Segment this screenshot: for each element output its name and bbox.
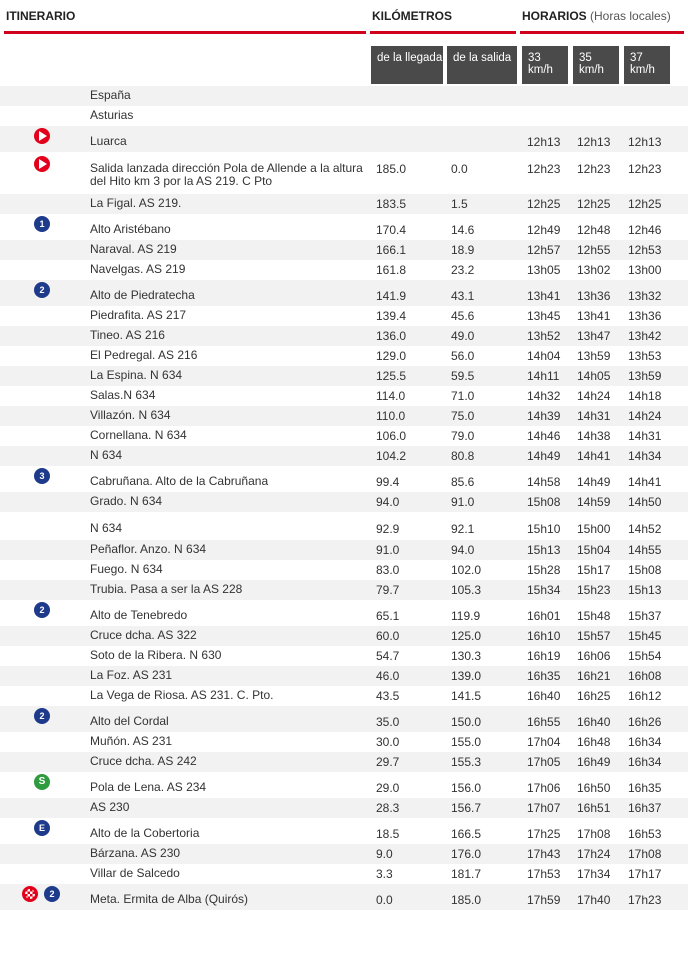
cell-time-35: 12h55 bbox=[577, 243, 611, 257]
cell-time-33: 12h57 bbox=[527, 243, 561, 257]
cell-km-salida: 91.0 bbox=[451, 495, 475, 509]
climb-cat2-icon: 2 bbox=[34, 708, 50, 724]
cell-name: Fuego. N 634 bbox=[90, 562, 163, 576]
cell-time-37: 14h41 bbox=[628, 475, 662, 489]
cell-time-33: 14h32 bbox=[527, 389, 561, 403]
cell-time-33: 12h13 bbox=[527, 135, 561, 149]
cell-time-33: 16h10 bbox=[527, 629, 561, 643]
table-row bbox=[0, 306, 688, 326]
cell-name: Salida lanzada dirección Pola de Allende a la altura del Hito km 3 por la AS 219. C Pto bbox=[90, 161, 363, 188]
table-row bbox=[0, 686, 688, 706]
table-row bbox=[0, 864, 688, 884]
cell-time-35: 16h25 bbox=[577, 689, 611, 703]
table-row bbox=[0, 386, 688, 406]
table-row bbox=[0, 126, 688, 152]
cell-time-35: 14h59 bbox=[577, 495, 611, 509]
cell-time-37: 13h59 bbox=[628, 369, 662, 383]
table-row bbox=[0, 326, 688, 346]
cell-time-35: 15h00 bbox=[577, 522, 611, 536]
cell-name: Bárzana. AS 230 bbox=[90, 846, 181, 860]
cell-km-llegada: 166.1 bbox=[376, 243, 407, 257]
cell-time-33: 12h23 bbox=[527, 162, 561, 176]
table-row bbox=[0, 706, 688, 732]
table-row bbox=[0, 152, 688, 194]
cell-km-salida: 45.6 bbox=[451, 309, 475, 323]
cell-km-llegada: 183.5 bbox=[376, 197, 407, 211]
cell-km-llegada: 9.0 bbox=[376, 847, 393, 861]
cell-km-salida: 139.0 bbox=[451, 669, 482, 683]
table-row bbox=[0, 512, 688, 540]
cell-time-33: 16h19 bbox=[527, 649, 561, 663]
cell-time-35: 17h34 bbox=[577, 867, 611, 881]
cell-time-37: 16h53 bbox=[628, 827, 662, 841]
cell-time-33: 14h39 bbox=[527, 409, 561, 423]
climb-cat3-icon: 3 bbox=[34, 468, 50, 484]
table-row bbox=[0, 492, 688, 512]
cell-time-35: 13h02 bbox=[577, 263, 611, 277]
cell-name: Tineo. AS 216 bbox=[90, 328, 165, 342]
table-row bbox=[0, 666, 688, 686]
cell-name: Piedrafita. AS 217 bbox=[90, 308, 187, 322]
cell-time-33: 13h05 bbox=[527, 263, 561, 277]
cell-km-salida: 105.3 bbox=[451, 583, 482, 597]
table-row bbox=[0, 366, 688, 386]
table-row bbox=[0, 560, 688, 580]
cell-km-salida: 130.3 bbox=[451, 649, 482, 663]
cell-km-llegada: 125.5 bbox=[376, 369, 407, 383]
cell-time-35: 16h51 bbox=[577, 801, 611, 815]
cell-time-35: 16h48 bbox=[577, 735, 611, 749]
cell-time-37: 16h08 bbox=[628, 669, 662, 683]
cell-km-salida: 176.0 bbox=[451, 847, 482, 861]
table-row bbox=[0, 818, 688, 844]
cell-time-33: 14h04 bbox=[527, 349, 561, 363]
cell-time-37: 13h36 bbox=[628, 309, 662, 323]
cell-km-salida: 75.0 bbox=[451, 409, 475, 423]
cell-name: Alto de Piedratecha bbox=[90, 288, 195, 302]
cell-km-llegada: 99.4 bbox=[376, 475, 400, 489]
col-speed-35: 35 km/h bbox=[573, 46, 619, 84]
cell-km-llegada: 106.0 bbox=[376, 429, 407, 443]
cell-km-llegada: 91.0 bbox=[376, 543, 400, 557]
table-row bbox=[0, 106, 688, 126]
cell-name: N 634 bbox=[90, 448, 123, 462]
cell-name: AS 230 bbox=[90, 800, 130, 814]
cell-km-salida: 85.6 bbox=[451, 475, 475, 489]
cell-km-salida: 80.8 bbox=[451, 449, 475, 463]
cell-name: Trubia. Pasa a ser la AS 228 bbox=[90, 582, 243, 596]
cell-km-salida: 49.0 bbox=[451, 329, 475, 343]
table-row bbox=[0, 600, 688, 626]
cell-time-33: 12h25 bbox=[527, 197, 561, 211]
cell-time-35: 12h25 bbox=[577, 197, 611, 211]
cell-km-llegada: 110.0 bbox=[376, 409, 406, 423]
cell-km-llegada: 170.4 bbox=[376, 223, 407, 237]
cell-km-salida: 185.0 bbox=[451, 893, 482, 907]
cell-name: Alto de la Cobertoria bbox=[90, 826, 200, 840]
cell-time-37: 14h34 bbox=[628, 449, 662, 463]
cell-time-33: 17h59 bbox=[527, 893, 561, 907]
start-icon bbox=[34, 128, 50, 144]
cell-km-salida: 102.0 bbox=[451, 563, 482, 577]
cell-time-35: 14h05 bbox=[577, 369, 611, 383]
cell-time-37: 15h13 bbox=[628, 583, 662, 597]
cell-time-37: 15h54 bbox=[628, 649, 662, 663]
cell-time-33: 15h08 bbox=[527, 495, 561, 509]
cell-name: Cornellana. N 634 bbox=[90, 428, 187, 442]
cell-time-37: 14h18 bbox=[628, 389, 662, 403]
cell-time-35: 14h38 bbox=[577, 429, 611, 443]
cell-km-salida: 94.0 bbox=[451, 543, 475, 557]
table-row bbox=[0, 798, 688, 818]
cell-time-35: 12h13 bbox=[577, 135, 611, 149]
cell-time-33: 14h49 bbox=[527, 449, 561, 463]
cell-km-llegada: 0.0 bbox=[376, 893, 393, 907]
cell-name: Villar de Salcedo bbox=[90, 866, 180, 880]
cell-km-llegada: 43.5 bbox=[376, 689, 400, 703]
cell-km-salida: 0.0 bbox=[451, 162, 468, 176]
cell-time-35: 12h23 bbox=[577, 162, 611, 176]
cell-time-33: 17h43 bbox=[527, 847, 561, 861]
cell-time-33: 17h04 bbox=[527, 735, 561, 749]
cell-km-salida: 125.0 bbox=[451, 629, 482, 643]
table-row bbox=[0, 240, 688, 260]
cell-time-35: 14h24 bbox=[577, 389, 611, 403]
cell-time-35: 16h21 bbox=[577, 669, 611, 683]
cell-km-salida: 150.0 bbox=[451, 715, 482, 729]
cell-time-35: 14h41 bbox=[577, 449, 611, 463]
cell-km-llegada: 29.0 bbox=[376, 781, 400, 795]
cell-time-37: 14h24 bbox=[628, 409, 662, 423]
cell-km-llegada: 139.4 bbox=[376, 309, 407, 323]
cell-km-llegada: 141.9 bbox=[376, 289, 407, 303]
climb-cat2-icon: 2 bbox=[34, 602, 50, 618]
cell-km-llegada: 185.0 bbox=[376, 162, 407, 176]
cell-time-35: 15h23 bbox=[577, 583, 611, 597]
cell-km-llegada: 161.8 bbox=[376, 263, 407, 277]
table-header bbox=[0, 0, 688, 40]
cell-name: Salas.N 634 bbox=[90, 388, 156, 402]
cell-name: Peñaflor. Anzo. N 634 bbox=[90, 542, 207, 556]
cell-name: España bbox=[90, 88, 131, 102]
col-speed-33: 33 km/h bbox=[522, 46, 568, 84]
cell-km-salida: 156.7 bbox=[451, 801, 482, 815]
cell-time-35: 15h17 bbox=[577, 563, 611, 577]
cell-time-33: 17h07 bbox=[527, 801, 561, 815]
cell-km-llegada: 79.7 bbox=[376, 583, 400, 597]
table-row bbox=[0, 214, 688, 240]
cell-km-llegada: 29.7 bbox=[376, 755, 400, 769]
cell-time-35: 15h57 bbox=[577, 629, 611, 643]
col-speed-37: 37 km/h bbox=[624, 46, 670, 84]
cell-time-37: 16h26 bbox=[628, 715, 662, 729]
cell-km-salida: 155.3 bbox=[451, 755, 482, 769]
cell-time-35: 13h41 bbox=[577, 309, 611, 323]
cell-km-llegada: 60.0 bbox=[376, 629, 400, 643]
cell-km-salida: 155.0 bbox=[451, 735, 482, 749]
table-row bbox=[0, 844, 688, 864]
cell-time-33: 14h46 bbox=[527, 429, 561, 443]
cell-name: La Figal. AS 219. bbox=[90, 196, 182, 210]
col-km-llegada: de la llegada bbox=[371, 46, 443, 84]
cell-time-35: 16h06 bbox=[577, 649, 611, 663]
cell-time-33: 15h28 bbox=[527, 563, 561, 577]
cell-time-37: 12h25 bbox=[628, 197, 662, 211]
cell-km-salida: 181.7 bbox=[451, 867, 482, 881]
cell-name: Alto de Tenebredo bbox=[90, 608, 188, 622]
cell-name: Alto del Cordal bbox=[90, 714, 169, 728]
cell-time-33: 15h34 bbox=[527, 583, 561, 597]
cell-name: Grado. N 634 bbox=[90, 494, 163, 508]
cell-km-salida: 92.1 bbox=[451, 522, 475, 536]
climb-cat2-icon: 2 bbox=[44, 886, 60, 902]
cell-km-salida: 1.5 bbox=[451, 197, 468, 211]
table-row bbox=[0, 406, 688, 426]
table-row bbox=[0, 346, 688, 366]
header-divider bbox=[370, 31, 516, 34]
table-row bbox=[0, 626, 688, 646]
cell-time-37: 12h13 bbox=[628, 135, 662, 149]
cell-km-salida: 14.6 bbox=[451, 223, 475, 237]
cell-time-35: 12h48 bbox=[577, 223, 611, 237]
table-row bbox=[0, 884, 688, 910]
cell-time-37: 14h52 bbox=[628, 522, 662, 536]
col-kilometros: KILÓMETROS bbox=[372, 9, 452, 23]
cell-time-35: 15h48 bbox=[577, 609, 611, 623]
cell-time-37: 13h42 bbox=[628, 329, 662, 343]
cell-time-37: 16h37 bbox=[628, 801, 662, 815]
cell-km-llegada: 83.0 bbox=[376, 563, 400, 577]
sub-header bbox=[0, 40, 688, 86]
cell-km-salida: 59.5 bbox=[451, 369, 475, 383]
cell-time-33: 17h06 bbox=[527, 781, 561, 795]
cell-km-salida: 79.0 bbox=[451, 429, 475, 443]
table-row bbox=[0, 540, 688, 560]
cell-time-35: 14h31 bbox=[577, 409, 611, 423]
climb-cat2-icon: 2 bbox=[34, 282, 50, 298]
cell-km-llegada: 114.0 bbox=[376, 389, 406, 403]
cell-name: Villazón. N 634 bbox=[90, 408, 171, 422]
cell-km-salida: 23.2 bbox=[451, 263, 475, 277]
start-icon bbox=[34, 156, 50, 172]
cell-time-33: 14h58 bbox=[527, 475, 561, 489]
climb-special-icon: E bbox=[34, 820, 50, 836]
cell-time-37: 15h08 bbox=[628, 563, 662, 577]
cell-time-37: 17h23 bbox=[628, 893, 662, 907]
cell-km-salida: 56.0 bbox=[451, 349, 475, 363]
cell-time-33: 13h45 bbox=[527, 309, 561, 323]
cell-km-llegada: 30.0 bbox=[376, 735, 400, 749]
cell-time-33: 16h40 bbox=[527, 689, 561, 703]
cell-time-33: 12h49 bbox=[527, 223, 561, 237]
cell-time-37: 12h23 bbox=[628, 162, 662, 176]
cell-time-37: 14h50 bbox=[628, 495, 662, 509]
cell-time-37: 14h55 bbox=[628, 543, 662, 557]
cell-time-35: 15h04 bbox=[577, 543, 611, 557]
cell-time-33: 14h11 bbox=[527, 369, 560, 383]
cell-name: Pola de Lena. AS 234 bbox=[90, 780, 207, 794]
cell-time-37: 15h45 bbox=[628, 629, 662, 643]
cell-km-llegada: 136.0 bbox=[376, 329, 407, 343]
cell-km-llegada: 54.7 bbox=[376, 649, 400, 663]
cell-time-35: 17h40 bbox=[577, 893, 611, 907]
cell-km-llegada: 104.2 bbox=[376, 449, 407, 463]
cell-time-37: 14h31 bbox=[628, 429, 662, 443]
header-divider bbox=[520, 31, 684, 34]
table-row bbox=[0, 646, 688, 666]
cell-name: Luarca bbox=[90, 134, 127, 148]
cell-km-llegada: 46.0 bbox=[376, 669, 400, 683]
table-row bbox=[0, 752, 688, 772]
cell-km-salida: 119.9 bbox=[451, 609, 481, 623]
cell-name: Alto Aristébano bbox=[90, 222, 171, 236]
cell-name: Navelgas. AS 219 bbox=[90, 262, 186, 276]
cell-time-35: 16h40 bbox=[577, 715, 611, 729]
cell-time-37: 12h46 bbox=[628, 223, 662, 237]
cell-time-37: 17h08 bbox=[628, 847, 662, 861]
cell-name: La Vega de Riosa. AS 231. C. Pto. bbox=[90, 688, 274, 702]
cell-time-37: 16h35 bbox=[628, 781, 662, 795]
sprint-icon: S bbox=[34, 774, 50, 790]
climb-cat1-icon: 1 bbox=[34, 216, 50, 232]
finish-flag-icon bbox=[22, 886, 38, 902]
cell-name: Soto de la Ribera. N 630 bbox=[90, 648, 222, 662]
cell-km-salida: 71.0 bbox=[451, 389, 475, 403]
cell-km-llegada: 94.0 bbox=[376, 495, 400, 509]
cell-km-llegada: 65.1 bbox=[376, 609, 400, 623]
cell-km-llegada: 18.5 bbox=[376, 827, 400, 841]
table-row bbox=[0, 772, 688, 798]
cell-time-37: 13h00 bbox=[628, 263, 662, 277]
cell-time-37: 15h37 bbox=[628, 609, 662, 623]
cell-name: Muñón. AS 231 bbox=[90, 734, 173, 748]
cell-km-llegada: 92.9 bbox=[376, 522, 400, 536]
cell-time-35: 17h08 bbox=[577, 827, 611, 841]
table-row bbox=[0, 580, 688, 600]
cell-km-salida: 18.9 bbox=[451, 243, 475, 257]
table-row bbox=[0, 446, 688, 466]
table-row bbox=[0, 426, 688, 446]
cell-time-33: 15h13 bbox=[527, 543, 561, 557]
cell-time-33: 16h01 bbox=[527, 609, 561, 623]
col-horarios: HORARIOS (Horas locales) bbox=[522, 9, 671, 23]
cell-name: El Pedregal. AS 216 bbox=[90, 348, 198, 362]
cell-time-33: 16h55 bbox=[527, 715, 561, 729]
cell-time-37: 12h53 bbox=[628, 243, 662, 257]
cell-time-35: 13h47 bbox=[577, 329, 611, 343]
cell-time-35: 13h36 bbox=[577, 289, 611, 303]
cell-time-37: 16h12 bbox=[628, 689, 662, 703]
cell-time-33: 17h05 bbox=[527, 755, 561, 769]
cell-name: N 634 bbox=[90, 521, 123, 535]
cell-time-35: 13h59 bbox=[577, 349, 611, 363]
cell-km-salida: 141.5 bbox=[451, 689, 482, 703]
cell-time-33: 15h10 bbox=[527, 522, 561, 536]
cell-time-33: 13h41 bbox=[527, 289, 561, 303]
cell-time-37: 17h17 bbox=[628, 867, 662, 881]
table-row bbox=[0, 194, 688, 214]
cell-time-37: 16h34 bbox=[628, 735, 662, 749]
table-row bbox=[0, 732, 688, 752]
cell-name: Meta. Ermita de Alba (Quirós) bbox=[90, 892, 249, 906]
cell-time-33: 13h52 bbox=[527, 329, 561, 343]
cell-name: La Espina. N 634 bbox=[90, 368, 183, 382]
cell-time-33: 17h53 bbox=[527, 867, 561, 881]
cell-time-37: 13h32 bbox=[628, 289, 662, 303]
cell-time-33: 17h25 bbox=[527, 827, 561, 841]
cell-km-llegada: 28.3 bbox=[376, 801, 400, 815]
cell-time-37: 16h34 bbox=[628, 755, 662, 769]
cell-name: Naraval. AS 219 bbox=[90, 242, 177, 256]
cell-name: Asturias bbox=[90, 108, 134, 122]
header-divider bbox=[4, 31, 366, 34]
cell-name: Cruce dcha. AS 242 bbox=[90, 754, 197, 768]
col-km-salida: de la salida bbox=[447, 46, 517, 84]
cell-km-llegada: 3.3 bbox=[376, 867, 393, 881]
cell-time-35: 14h49 bbox=[577, 475, 611, 489]
cell-name: Cabruñana. Alto de la Cabruñana bbox=[90, 474, 269, 488]
cell-time-33: 16h35 bbox=[527, 669, 561, 683]
cell-km-salida: 156.0 bbox=[451, 781, 482, 795]
cell-km-llegada: 129.0 bbox=[376, 349, 407, 363]
table-row bbox=[0, 260, 688, 280]
cell-km-salida: 166.5 bbox=[451, 827, 482, 841]
cell-name: Cruce dcha. AS 322 bbox=[90, 628, 197, 642]
col-itinerario: ITINERARIO bbox=[6, 9, 76, 23]
cell-km-salida: 43.1 bbox=[451, 289, 475, 303]
cell-time-35: 16h50 bbox=[577, 781, 611, 795]
table-row bbox=[0, 280, 688, 306]
table-row bbox=[0, 466, 688, 492]
cell-km-llegada: 35.0 bbox=[376, 715, 400, 729]
cell-time-35: 16h49 bbox=[577, 755, 611, 769]
cell-time-37: 13h53 bbox=[628, 349, 662, 363]
cell-time-35: 17h24 bbox=[577, 847, 611, 861]
table-row bbox=[0, 86, 688, 106]
cell-name: La Foz. AS 231 bbox=[90, 668, 173, 682]
